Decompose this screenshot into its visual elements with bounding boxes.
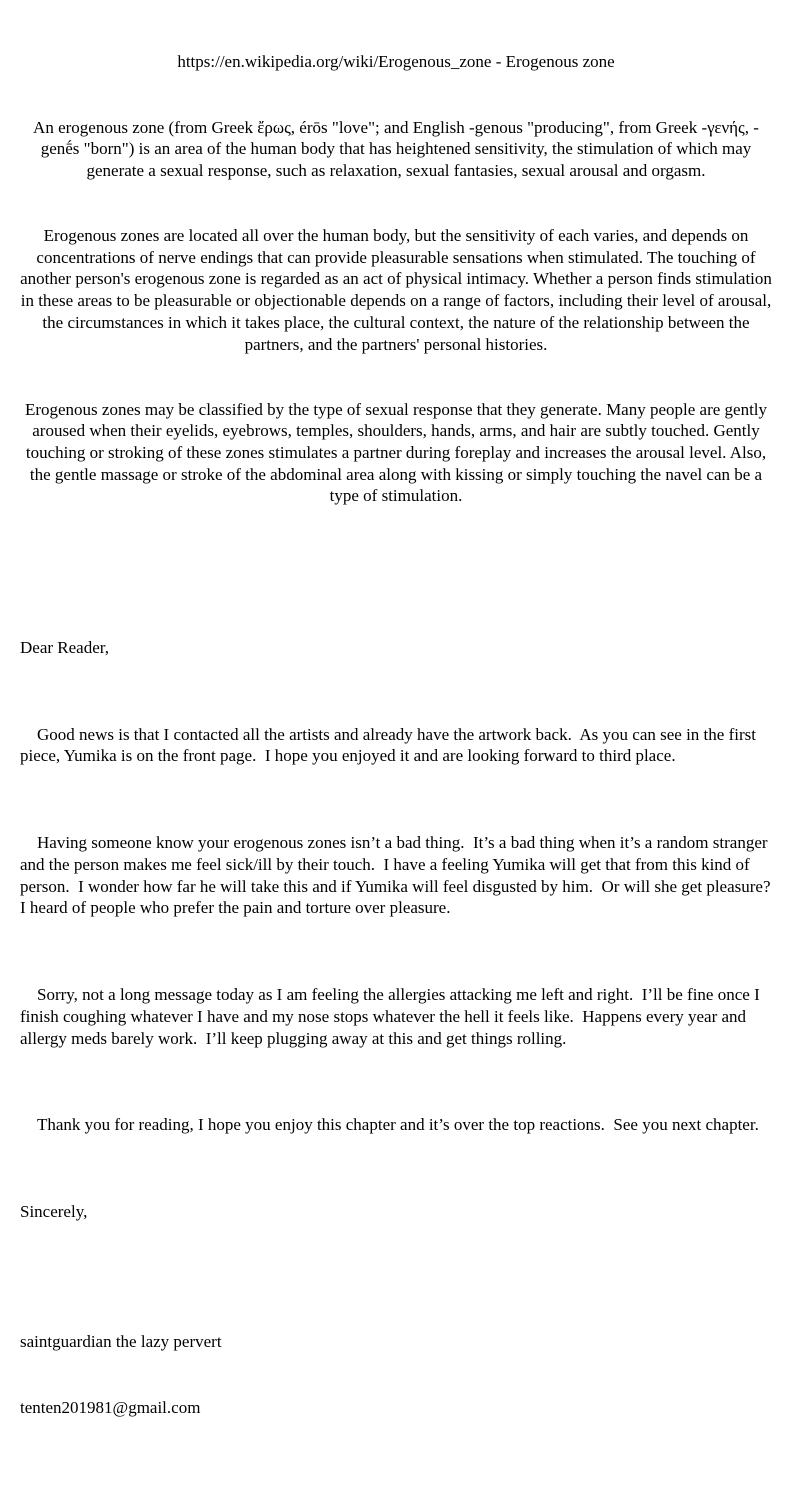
- letter-paragraph-good-news: Good news is that I contacted all the artists and already have the artwork back. As you can see in the first piece, Yumika is on the front page. I hope you enjoyed it and are looking forward to third place.: [20, 724, 761, 766]
- wiki-excerpt: [0, 0, 792, 551]
- wiki-source-line: https://en.wikipedia.org/wiki/Erogenous_zone - Erogenous zone: [177, 52, 615, 72]
- letter-body: [0, 594, 792, 1505]
- wiki-paragraph-classification: Erogenous zones may be classified by the type of sexual response that they generate. Many people are gently aroused when their eyelids, eyebrows, temples, shoulders, hands, arms, and hair are subtly touched. Gently touching or stroking of these zones stimulates a partner during foreplay and increases the arousal level. Also, the gentle massage or stroke of the abdominal area along with kissing or simply touching the navel can be a type of stimulation.: [24, 399, 772, 506]
- letter-salutation: Dear Reader,: [20, 637, 109, 657]
- signature-name: saintguardian the lazy pervert: [20, 1332, 222, 1352]
- letter-closing: Sincerely,: [20, 1202, 88, 1222]
- letter-paragraph-allergies: Sorry, not a long message today as I am feeling the allergies attacking me left and right. I’ll be fine once I finish coughing whatever I have and my nose stops whatever the hell it feels like. Happens every year and allergy meds barely work. I’ll keep plugging away at this and get things rolling.: [20, 985, 764, 1048]
- wiki-paragraph-definition: An erogenous zone (from Greek ἔρως, érōs "love"; and English -genous "producing", from Greek -γενής, -genḗs "born") is an area of the human body that has heightened sensitivity, the stimulation of which may generate a sexual response, such as relaxation, sexual fantasies, sexual arousal and orgasm.: [33, 117, 759, 180]
- letter-paragraph-thanks: Thank you for reading, I hope you enjoy this chapter and it’s over the top reactions. See you next chapter.: [37, 1115, 759, 1135]
- letter-paragraph-erogenous-zones: Having someone know your erogenous zones isn’t a bad thing. It’s a bad thing when it’s a random stranger and the person makes me feel sick/ill by their touch. I have a feeling Yumika will get that from this kind of person. I wonder how far he will take this and if Yumika will feel disgusted by him. Or will she get pleasure? I heard of people who prefer the pain and torture over pleasure.: [20, 833, 779, 918]
- signature-block: [20, 1288, 772, 1462]
- wiki-paragraph-location: Erogenous zones are located all over the human body, but the sensitivity of each varies, and depends on concentrations of nerve endings that can provide pleasurable sensations when stimulated. The touching of another person's erogenous zone is regarded as an act of physical intimacy. Whether a person finds stimulation in these areas to be pleasurable or objectionable depends on a range of factors, including their level of arousal, the circumstances in which it takes place, the cultural context, the nature of the relationship between the partners, and the partners' personal histories.: [20, 226, 777, 354]
- signature-email: tenten201981@gmail.com: [20, 1397, 201, 1417]
